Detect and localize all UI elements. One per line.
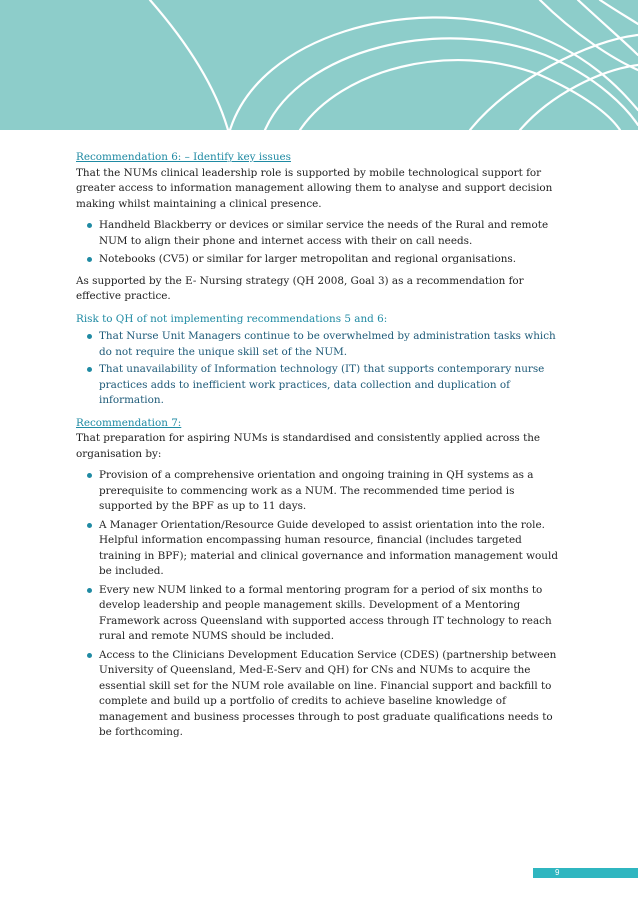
risk-section bbox=[76, 312, 566, 409]
recommendation-7-section bbox=[76, 416, 566, 741]
risk-heading: Risk to QH of not implementing recommendations 5 and 6: bbox=[76, 312, 388, 325]
bullet-icon bbox=[87, 653, 92, 658]
list-item bbox=[76, 468, 566, 515]
list-item-text: Every new NUM linked to a formal mentoring program for a period of six months to develop leadership and people management skills. Development of a Mentoring Framework across Queensland with supported access through IT technology to reach rural and remote NUMS should be included. bbox=[99, 583, 552, 642]
recommendation-7-heading: Recommendation 7: bbox=[76, 416, 182, 429]
header-banner bbox=[0, 0, 638, 130]
bullet-icon bbox=[87, 473, 92, 478]
page-number: 9 bbox=[533, 868, 638, 878]
bullet-icon bbox=[87, 334, 92, 339]
list-item-text: Provision of a comprehensive orientation and ongoing training in QH systems as a prerequisite to commencing work as a NUM. The recommended time period is supported by the BPF as up to 11 days. bbox=[99, 469, 534, 512]
list-item bbox=[76, 648, 566, 741]
list-item bbox=[76, 329, 566, 360]
recommendation-6-section bbox=[76, 150, 566, 305]
list-item-text: Notebooks (CV5) or similar for larger metropolitan and regional organisations. bbox=[99, 253, 517, 265]
recommendation-7-list bbox=[76, 468, 566, 741]
recommendation-6-heading: Recommendation 6: – Identify key issues bbox=[76, 151, 291, 163]
list-item-text: That unavailability of Information technology (IT) that supports contemporary nurse practices adds to inefficient work practices, data collection and duplication of information. bbox=[99, 363, 545, 406]
bullet-icon bbox=[87, 257, 92, 262]
recommendation-7-intro: That preparation for aspiring NUMs is standardised and consistently applied across the organisation by: bbox=[76, 432, 541, 460]
bullet-icon bbox=[87, 223, 92, 228]
risk-list bbox=[76, 329, 566, 409]
recommendation-6-intro: That the NUMs clinical leadership role is supported by mobile technological support for greater access to information management allowing them to analyse and support decision making whilst maintaining a clinical presence. bbox=[76, 166, 553, 210]
list-item-text: A Manager Orientation/Resource Guide developed to assist orientation into the role. Helpful information encompassing human resource, financial (includes targeted training in BPF); material and clinical governance and information management would be included. bbox=[99, 518, 558, 577]
list-item bbox=[76, 583, 566, 645]
list-item bbox=[76, 218, 566, 249]
list-item bbox=[76, 252, 566, 268]
list-item-text: Access to the Clinicians Development Education Service (CDES) (partnership between University of Queensland, Med-E-Serv and QH) for CNs and NUMs to acquire the essential skill set for the NUM role available on line. Financial support and backfill to complete and build up a portfolio of credits to achieve baseline knowledge of management and business processes through to post graduate qualifications needs to be forthcoming. bbox=[99, 648, 557, 738]
recommendation-6-list bbox=[76, 218, 566, 268]
list-item-text: Handheld Blackberry or devices or similar service the needs of the Rural and remote NUM to align their phone and internet access with their on call needs. bbox=[99, 219, 549, 247]
decorative-arcs bbox=[0, 0, 638, 130]
bullet-icon bbox=[87, 367, 92, 372]
support-statement: As supported by the E- Nursing strategy (QH 2008, Goal 3) as a recommendation for effective practice. bbox=[76, 274, 524, 302]
document-body bbox=[76, 150, 566, 748]
bullet-icon bbox=[87, 588, 92, 593]
list-item-text: That Nurse Unit Managers continue to be overwhelmed by administration tasks which do not require the unique skill set of the NUM. bbox=[99, 330, 556, 358]
list-item bbox=[76, 362, 566, 409]
bullet-icon bbox=[87, 523, 92, 528]
list-item bbox=[76, 518, 566, 580]
